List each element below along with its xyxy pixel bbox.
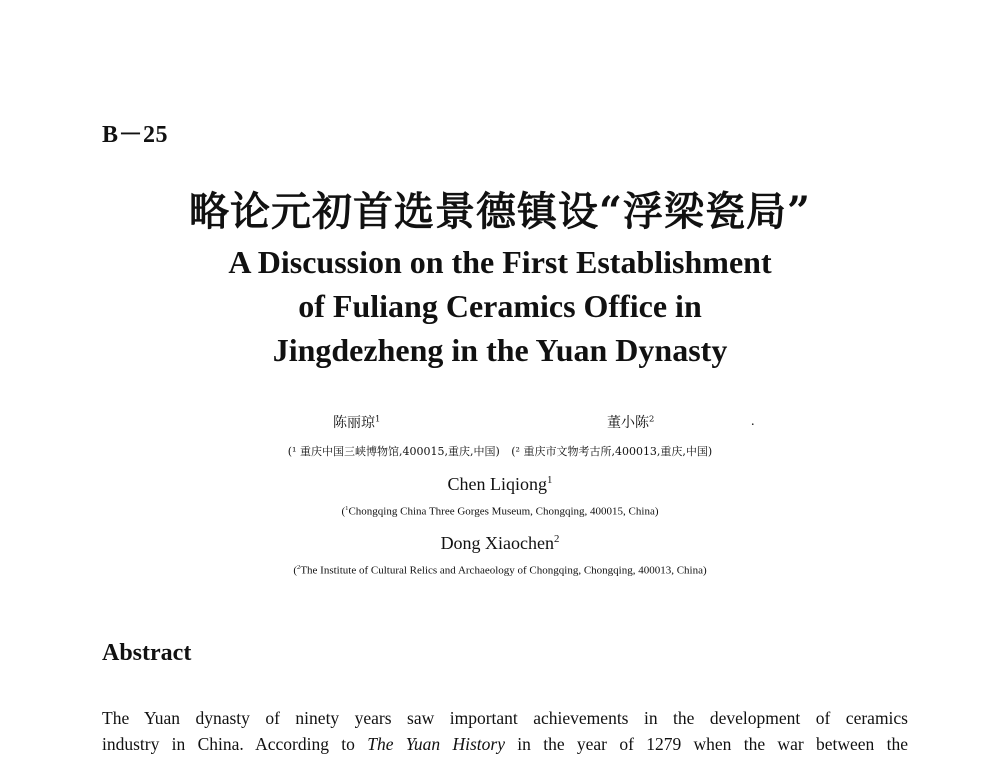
affiliation-sup: 2 [297,564,301,571]
author-en-name: Dong Xiaochen [440,533,555,553]
abstract-line [102,731,908,757]
abstract-line: The Yuan dynasty of ninety years saw important achievements in the development of ceramics [102,708,908,728]
author-zh-sup: 2 [649,413,655,424]
affiliations-zh [0,443,1000,459]
author-zh-sup: 1 [375,413,381,424]
author-en-chen [0,474,1000,495]
author-en-dong [0,533,1000,554]
affiliation-text: Chongqing China Three Gorges Museum, Chongqing, 400015, China [348,505,655,518]
abstract-text: in the year of 1279 when the war between the [504,734,908,754]
author-en-sup: 1 [547,474,553,486]
affiliation-zh-1: (¹ 重庆中国三峡博物馆,400015,重庆,中国) [287,445,500,458]
abstract-italic-title: The Yuan History [367,734,505,754]
paper-id: B－25 [102,122,169,148]
author-zh-name: 董小陈 [607,415,649,431]
author-zh-dong [607,412,654,432]
stray-mark: . [751,414,755,429]
abstract-body [102,705,908,757]
english-title-line: Jingdezheng in the Yuan Dynasty [272,332,728,368]
english-title [0,240,1000,372]
affiliation-zh-2: (² 重庆市文物考古所,400013,重庆,中国) [511,445,713,458]
english-title-line: of Fuliang Ceramics Office in [298,288,702,324]
author-en-name: Chen Liqiong [447,474,548,494]
author-zh-name: 陈丽琼 [333,415,375,431]
abstract-text: industry in China. According to [102,734,368,754]
affiliation-sup: 1 [345,505,349,512]
author-en-sup: 2 [554,533,560,545]
author-zh-chen [333,412,380,432]
affiliation-text: The Institute of Cultural Relics and Archaeology of Chongqing, Chongqing, 400013, China [300,564,703,577]
abstract-heading: Abstract [102,640,192,666]
affiliation-en-1: ($^1$Chongqing China Three Gorges Museum, Chongqing, 400015, China) [341,505,659,518]
affiliation-en-2: ($^2$The Institute of Cultural Relics and Archaeology of Chongqing, Chongqing, 400013, China) [293,564,707,577]
chinese-title: 略论元初首选景德镇设“浮梁瓷局” [188,188,811,235]
english-title-line: A Discussion on the First Establishment [228,244,772,280]
